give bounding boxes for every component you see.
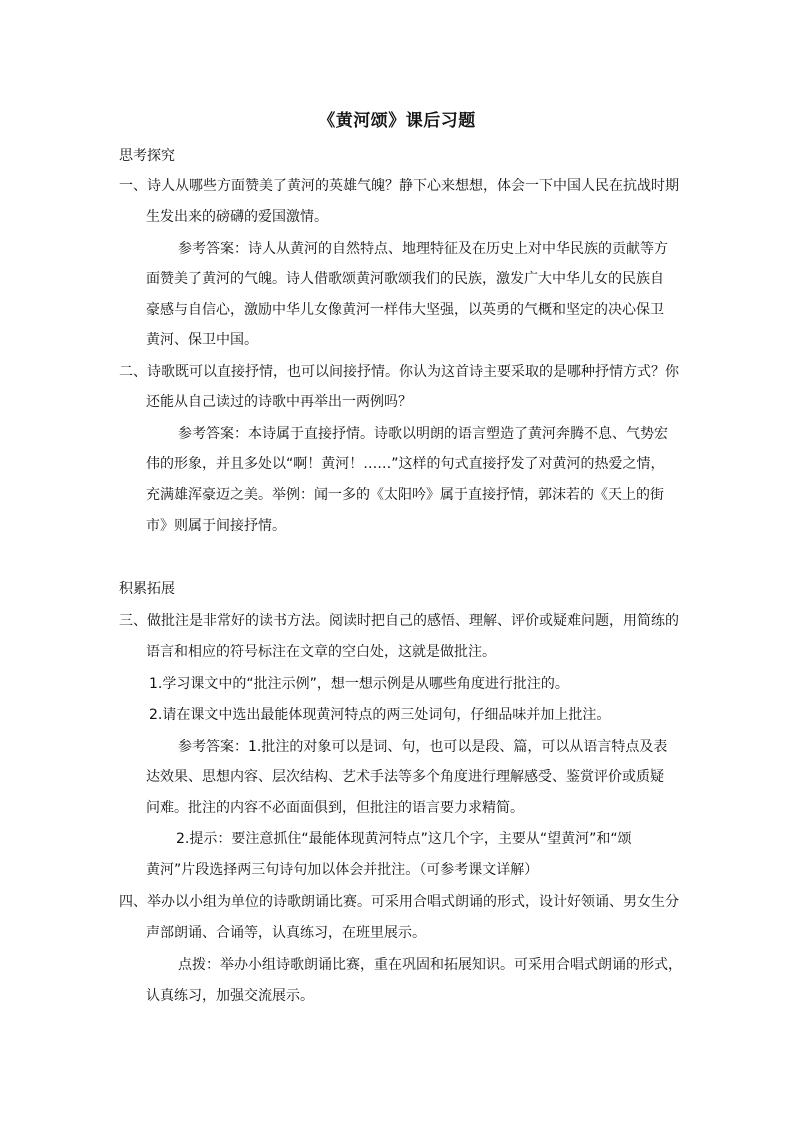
answer-1-line-2: 面赞美了黄河的气魄。诗人借歌颂黄河歌颂我们的民族，激发广大中华儿女的民族自 — [146, 271, 664, 287]
question-1-line-1: 一、诗人从哪些方面赞美了黄河的英雄气魄？静下心来想想，体会一下中国人民在抗战时期 — [119, 178, 679, 194]
question-3-subitem-2: 2.请在课文中选出最能体现黄河特点的两三处词句，仔细品味并加上批注。 — [149, 707, 611, 723]
question-1-line-2: 生发出来的磅礴的爱国激情。 — [146, 209, 328, 225]
answer-3-hint-line-2: 黄河”片段选择两三句诗句加以体会并批注。（可参考课文详解） — [146, 862, 539, 878]
question-3-line-1: 三、做批注是非常好的读书方法。阅读时把自己的感悟、理解、评价或疑难问题，用简练的 — [119, 613, 679, 629]
question-2-line-2: 还能从自己读过的诗歌中再举出一两例吗？ — [146, 394, 412, 410]
answer-3-line-3: 问难。批注的内容不必面面俱到，但批注的语言要力求精简。 — [146, 800, 524, 816]
answer-2-line-4: 市》则属于间接抒情。 — [146, 518, 286, 534]
answer-4-line-2: 认真练习，加强交流展示。 — [146, 988, 314, 1004]
question-2-line-1: 二、诗歌既可以直接抒情，也可以间接抒情。你认为这首诗主要采取的是哪种抒情方式？你 — [119, 364, 679, 380]
answer-3-hint-line-1: 2.提示：要注意抓住“最能体现黄河特点”这几个字，主要从“望黄河”和“颂 — [176, 831, 632, 847]
answer-2-line-3: 充满雄浑豪迈之美。举例：闻一多的《太阳吟》属于直接抒情，郭沫若的《天上的街 — [146, 487, 664, 503]
question-4-line-2: 声部朗诵、合诵等，认真练习，在班里展示。 — [146, 925, 426, 941]
section-heading-extension: 积累拓展 — [119, 581, 175, 597]
question-3-subitem-1: 1.学习课文中的“批注示例”，想一想示例是从哪些角度进行批注的。 — [149, 676, 569, 692]
section-heading-thinking: 思考探究 — [119, 148, 175, 164]
answer-2-line-1: 参考答案：本诗属于直接抒情。诗歌以明朗的语言塑造了黄河奔腾不息、气势宏 — [178, 426, 668, 442]
answer-1-line-3: 豪感与自信心，激励中华儿女像黄河一样伟大坚强，以英勇的气概和坚定的决心保卫 — [146, 302, 664, 318]
question-3-line-2: 语言和相应的符号标注在文章的空白处，这就是做批注。 — [146, 644, 496, 660]
answer-4-line-1: 点拨：举办小组诗歌朗诵比赛，重在巩固和拓展知识。可采用合唱式朗诵的形式， — [178, 957, 682, 973]
document-title: 《黄河颂》课后习题 — [318, 111, 476, 131]
answer-1-line-1: 参考答案：诗人从黄河的自然特点、地理特征及在历史上对中华民族的贡献等方 — [178, 241, 668, 257]
answer-3-line-1: 参考答案：1.批注的对象可以是词、句，也可以是段、篇，可以从语言特点及表 — [178, 739, 668, 755]
answer-1-line-4: 黄河、保卫中国。 — [146, 332, 258, 348]
answer-3-line-2: 达效果、思想内容、层次结构、艺术手法等多个角度进行理解感受、鉴赏评价或质疑 — [146, 769, 664, 785]
question-4-line-1: 四、举办以小组为单位的诗歌朗诵比赛。可采用合唱式朗诵的形式，设计好领诵、男女生分 — [119, 894, 679, 910]
answer-2-line-2: 伟的形象，并且多处以“啊！黄河！……”这样的句式直接抒发了对黄河的热爱之情， — [146, 456, 665, 472]
